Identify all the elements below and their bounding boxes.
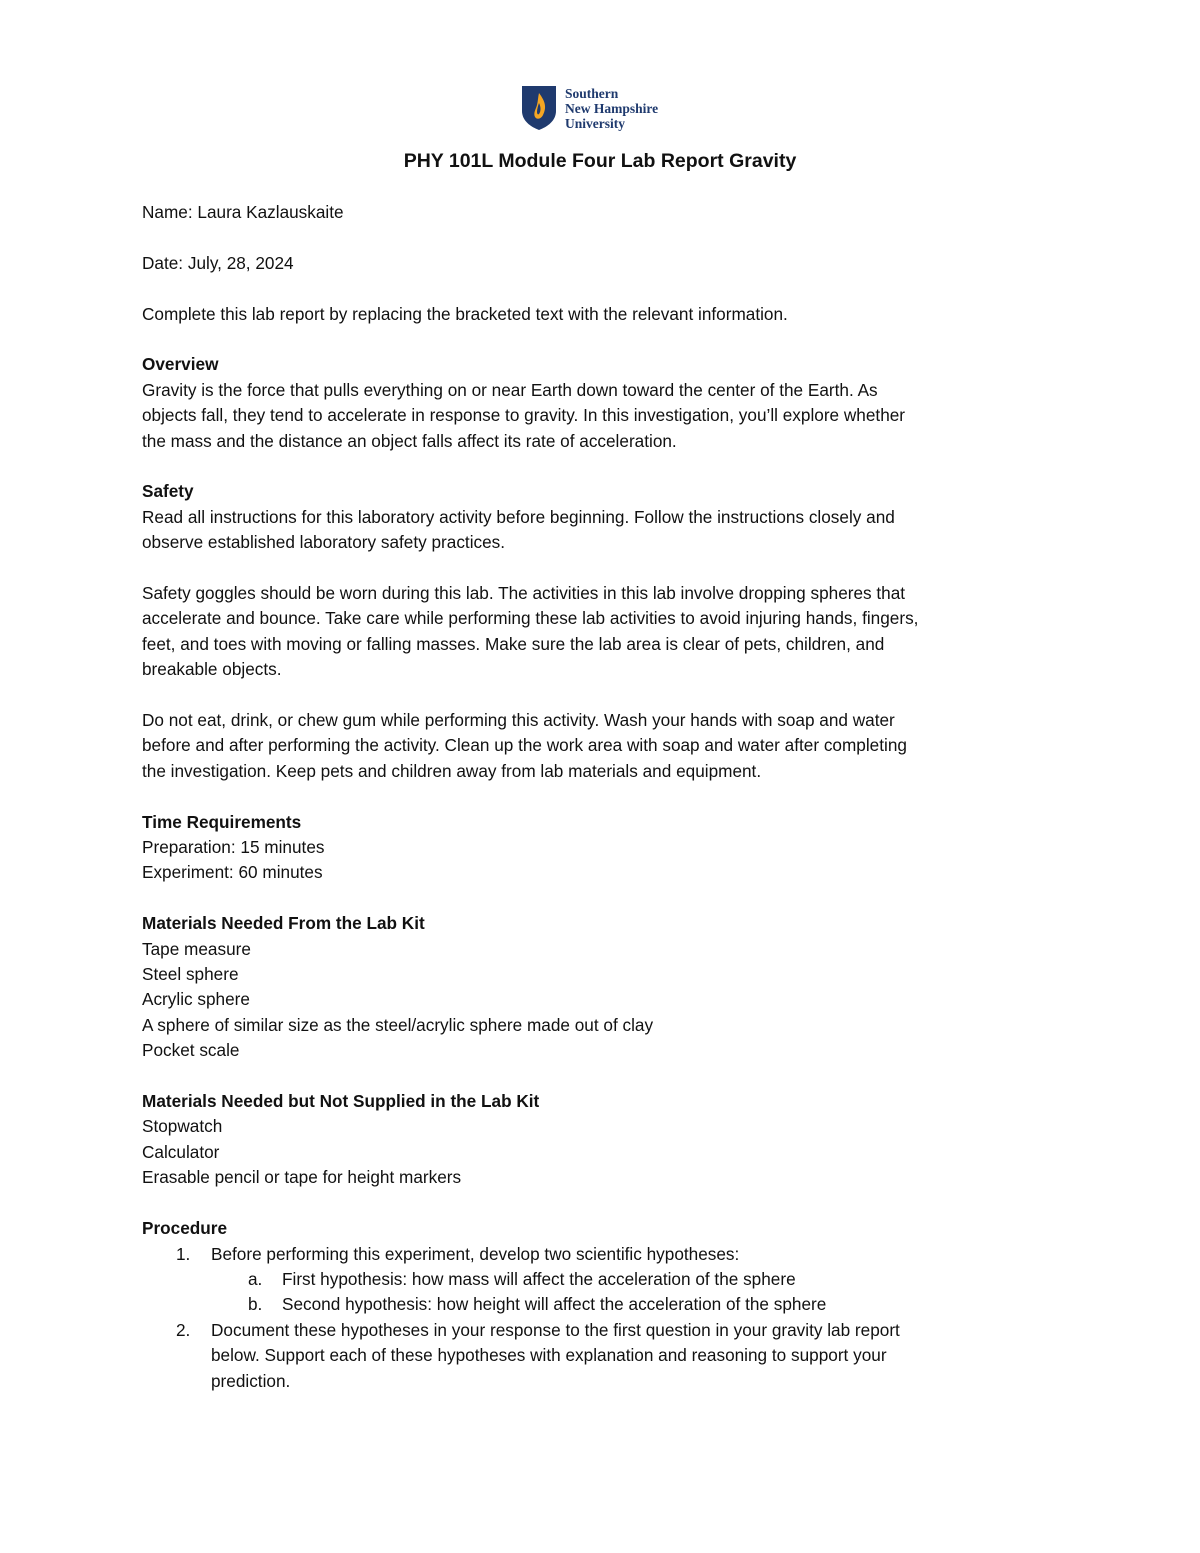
- paragraph-line: Safety goggles should be worn during this lab. The activities in this lab involve dropping spheres that: [142, 583, 906, 604]
- document-body: [142, 200, 1042, 1394]
- step-text: below. Support each of these hypotheses with explanation and reasoning to support your: [211, 1345, 887, 1366]
- date-line: Date: July, 28, 2024: [142, 252, 294, 273]
- section-heading: Procedure: [142, 1218, 228, 1239]
- time-item: Preparation: 15 minutes: [142, 837, 325, 858]
- paragraph-line: feet, and toes with moving or falling masses. Make sure the lab area is clear of pets, children, and: [142, 633, 885, 654]
- section-heading: Materials Needed From the Lab Kit: [142, 913, 425, 934]
- paragraph-line: the mass and the distance an object falls affect its rate of acceleration.: [142, 430, 677, 451]
- procedure-step: [142, 1242, 1042, 1267]
- paragraph-line: before and after performing the activity. Clean up the work area with soap and water after completing: [142, 735, 907, 756]
- section-heading: Safety: [142, 481, 194, 502]
- step-text: prediction.: [211, 1370, 291, 1391]
- step-number: 1.: [176, 1243, 191, 1264]
- university-logo: [521, 84, 658, 132]
- substep-text: Second hypothesis: how height will affect the acceleration of the sphere: [282, 1294, 827, 1315]
- procedure-step-continuation: [142, 1369, 1042, 1394]
- instruction-line: Complete this lab report by replacing the bracketed text with the relevant information.: [142, 303, 788, 324]
- material-item: Pocket scale: [142, 1040, 240, 1061]
- substep-letter: a.: [248, 1268, 263, 1289]
- materials-other-section: [142, 1089, 1042, 1191]
- safety-section: [142, 479, 1042, 784]
- material-item: Erasable pencil or tape for height markers: [142, 1167, 462, 1188]
- substep-text: First hypothesis: how mass will affect the acceleration of the sphere: [282, 1268, 796, 1289]
- logo-line: Southern: [565, 85, 619, 101]
- section-heading: Overview: [142, 354, 219, 375]
- substep-letter: b.: [248, 1294, 263, 1315]
- procedure-step-continuation: [142, 1343, 1042, 1368]
- procedure-substep: [142, 1292, 1042, 1317]
- material-item: Acrylic sphere: [142, 989, 250, 1010]
- paragraph-line: the investigation. Keep pets and children away from lab materials and equipment.: [142, 760, 762, 781]
- paragraph-line: Gravity is the force that pulls everything on or near Earth down toward the center of the Earth. As: [142, 379, 878, 400]
- paragraph-line: objects fall, they tend to accelerate in response to gravity. In this investigation, you’ll explore whether: [142, 405, 906, 426]
- procedure-step: [142, 1318, 1042, 1343]
- paragraph-line: accelerate and bounce. Take care while performing these lab activities to avoid injuring hands, fingers,: [142, 608, 919, 629]
- paragraph-line: Do not eat, drink, or chew gum while performing this activity. Wash your hands with soap and water: [142, 710, 895, 731]
- logo-wordmark: [565, 86, 658, 131]
- section-heading: Time Requirements: [142, 811, 302, 832]
- material-item: Tape measure: [142, 938, 251, 959]
- time-item: Experiment: 60 minutes: [142, 862, 323, 883]
- step-text: Document these hypotheses in your response to the first question in your gravity lab report: [211, 1319, 900, 1340]
- paragraph-line: breakable objects.: [142, 659, 282, 680]
- materials-kit-section: [142, 911, 1042, 1063]
- section-heading: Materials Needed but Not Supplied in the Lab Kit: [142, 1091, 540, 1112]
- procedure-substep: [142, 1267, 1042, 1292]
- material-item: A sphere of similar size as the steel/acrylic sphere made out of clay: [142, 1014, 654, 1035]
- paragraph-line: Read all instructions for this laboratory activity before beginning. Follow the instructions closely and: [142, 506, 895, 527]
- paragraph-line: observe established laboratory safety practices.: [142, 532, 506, 553]
- material-item: Calculator: [142, 1141, 220, 1162]
- shield-flame-icon: [521, 85, 557, 131]
- document-title: PHY 101L Module Four Lab Report Gravity: [403, 150, 797, 172]
- step-number: 2.: [176, 1319, 191, 1340]
- procedure-section: [142, 1216, 1042, 1394]
- time-requirements-section: [142, 810, 1042, 886]
- logo-line: New Hampshire: [565, 100, 659, 116]
- overview-section: [142, 352, 1042, 454]
- logo-line: University: [565, 115, 625, 131]
- material-item: Stopwatch: [142, 1116, 223, 1137]
- step-text: Before performing this experiment, develop two scientific hypotheses:: [211, 1243, 740, 1264]
- material-item: Steel sphere: [142, 964, 239, 985]
- name-line: Name: Laura Kazlauskaite: [142, 202, 344, 222]
